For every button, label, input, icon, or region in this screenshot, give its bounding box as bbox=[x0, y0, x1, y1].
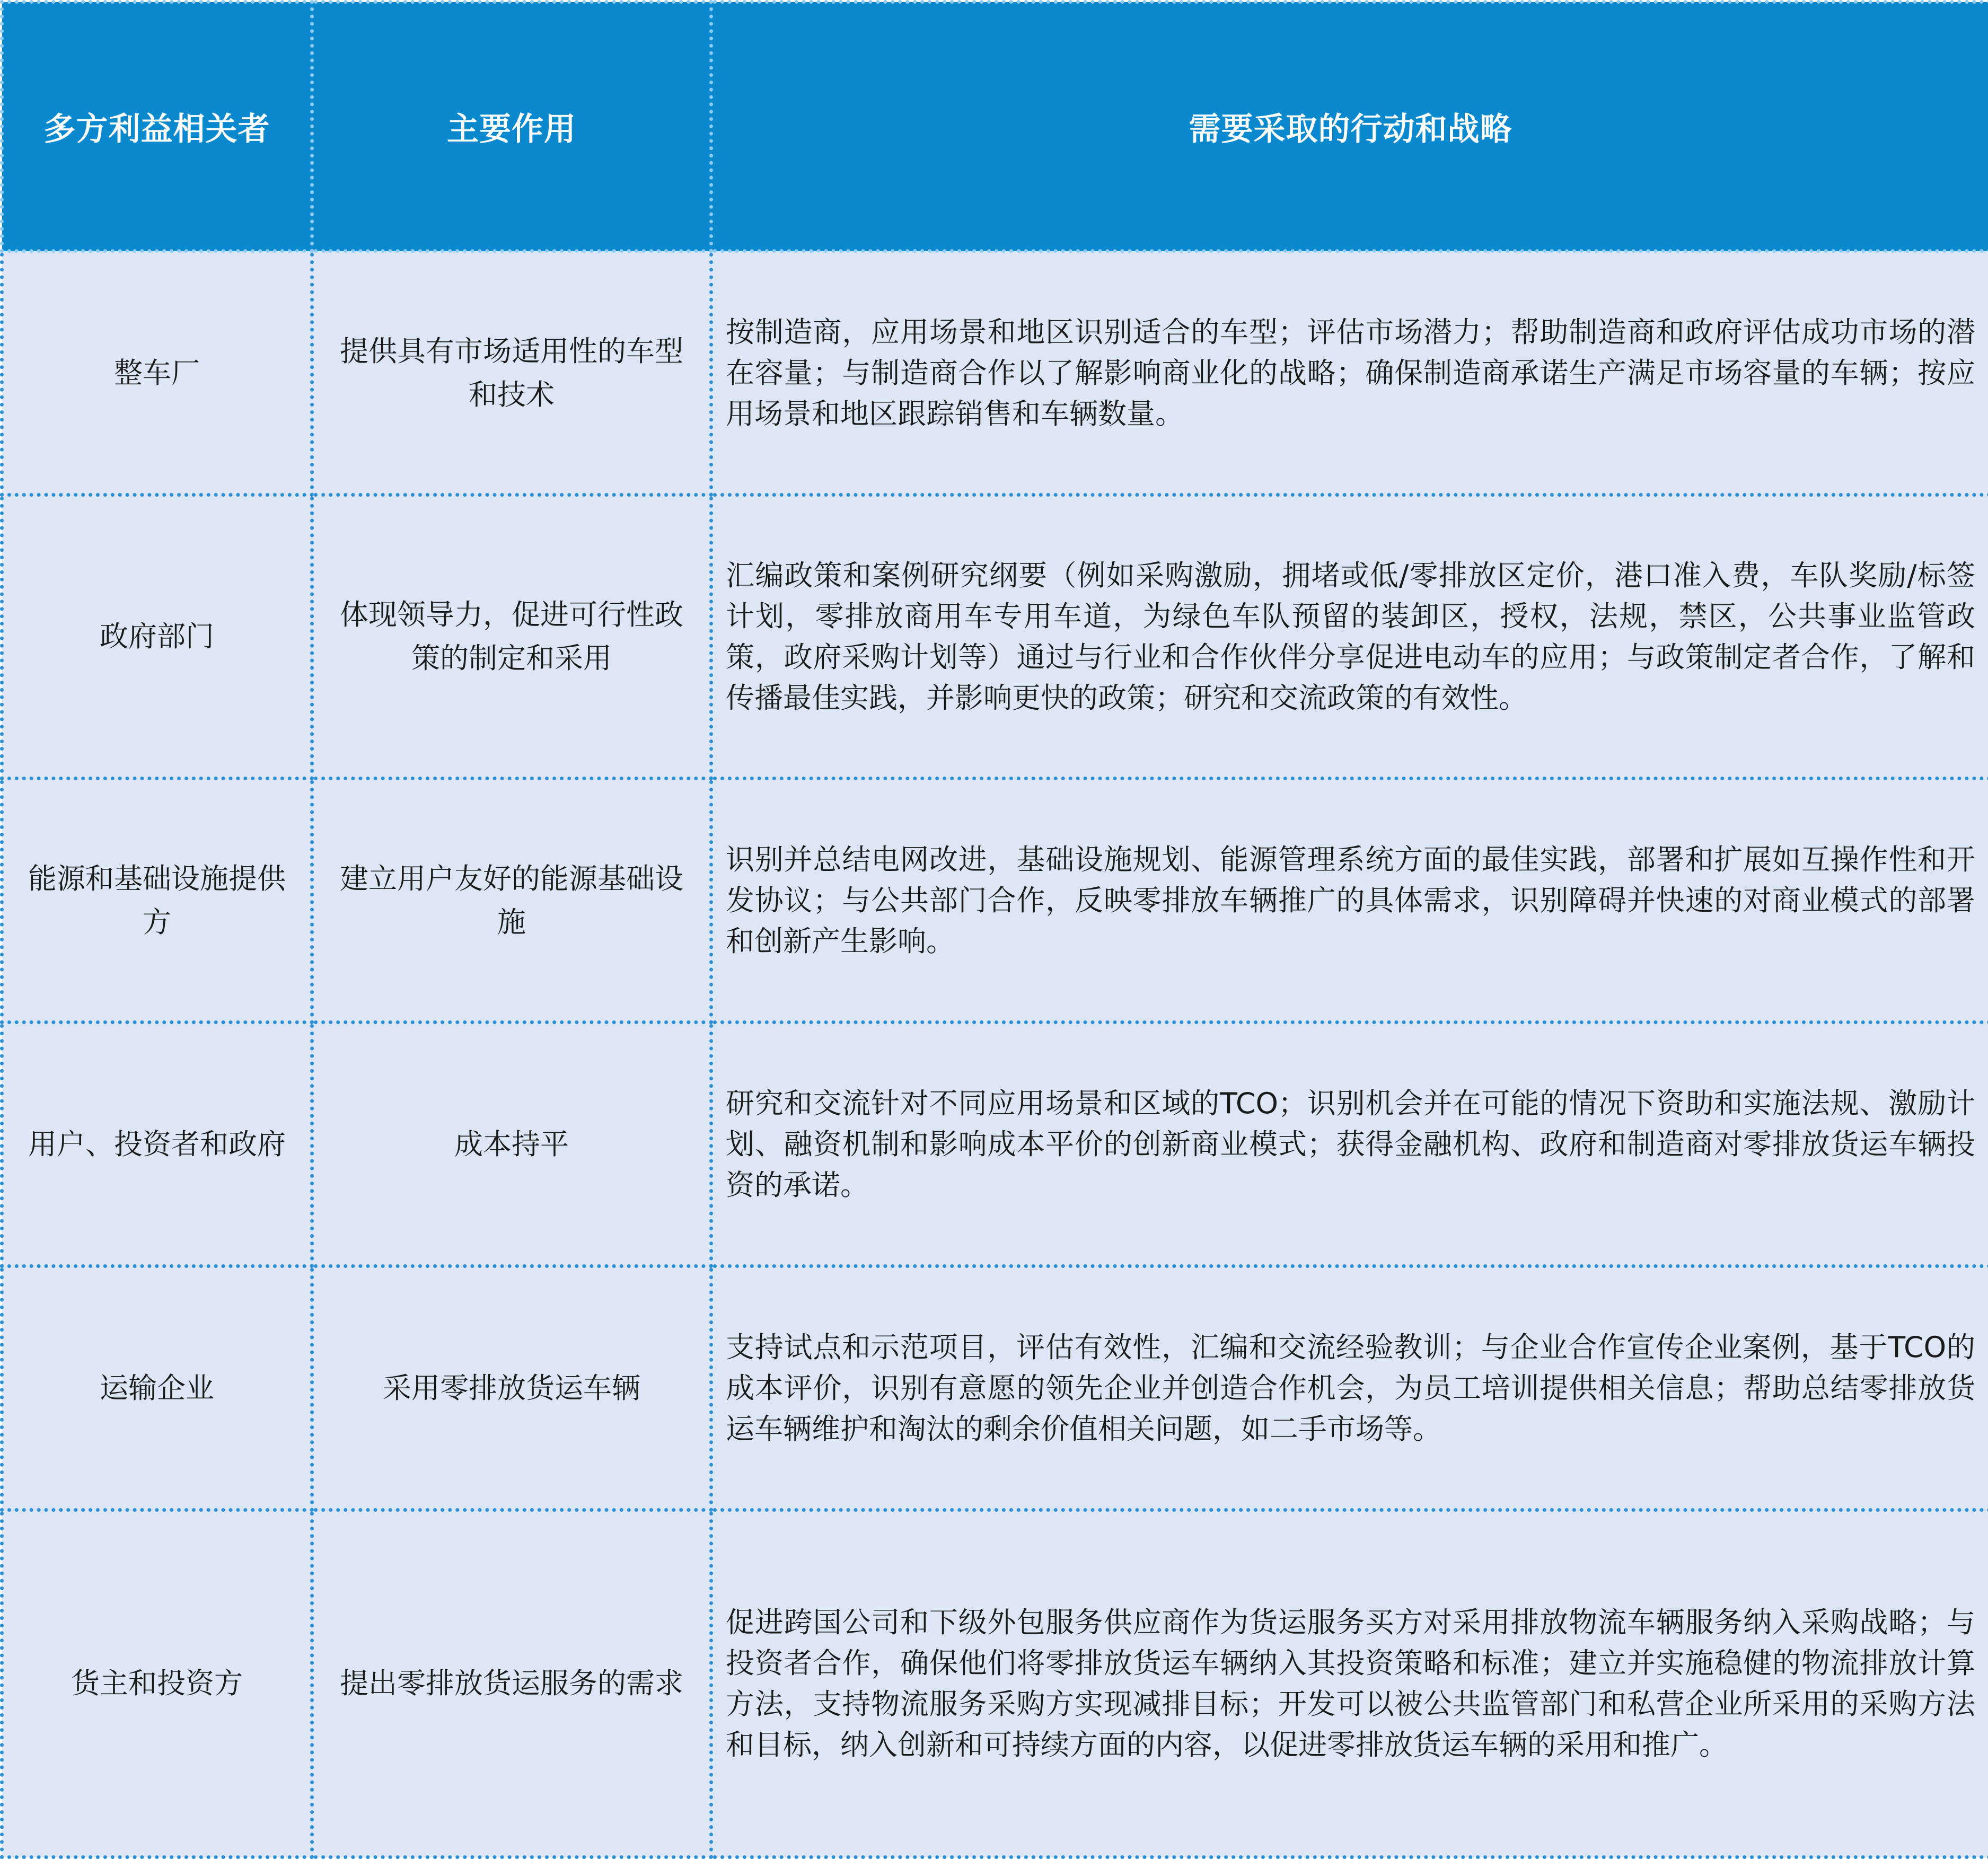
actions-cell: 促进跨国公司和下级外包服务供应商作为货运服务买方对采用排放物流车辆服务纳入采购战略；与投资者合作，确保他们将零排放货运车辆纳入其投资策略和标准；建立并实施稳健的物流排放计算方法，支持物流服务采购方实现减排目标；开发可以被公共监管部门和私营企业所采用的采购方法和目标，纳入创新和可持续方面的内容，以促进零排放货运车辆的采用和推广。 bbox=[711, 1510, 1988, 1857]
actions-cell: 按制造商，应用场景和地区识别适合的车型；评估市场潜力；帮助制造商和政府评估成功市场的潜在容量；与制造商合作以了解影响商业化的战略；确保制造商承诺生产满足市场容量的车辆；按应用场景和地区跟踪销售和车辆数量。 bbox=[711, 251, 1988, 495]
table-header bbox=[2, 2, 1988, 251]
table-row bbox=[2, 251, 1988, 495]
stakeholder-cell: 整车厂 bbox=[2, 251, 312, 495]
table-row bbox=[2, 1023, 1988, 1266]
actions-cell: 支持试点和示范项目，评估有效性，汇编和交流经验教训；与企业合作宣传企业案例，基于TCO的成本评价，识别有意愿的领先企业并创造合作机会，为员工培训提供相关信息；帮助总结零排放货运车辆维护和淘汰的剩余价值相关问题，如二手市场等。 bbox=[711, 1266, 1988, 1510]
table-body bbox=[2, 251, 1988, 1857]
stakeholder-cell: 用户、投资者和政府 bbox=[2, 1023, 312, 1266]
table-row bbox=[2, 779, 1988, 1023]
header-row bbox=[2, 2, 1988, 251]
header-role: 主要作用 bbox=[312, 2, 711, 251]
stakeholder-cell: 能源和基础设施提供方 bbox=[2, 779, 312, 1023]
actions-cell: 识别并总结电网改进，基础设施规划、能源管理系统方面的最佳实践，部署和扩展如互操作性和开发协议；与公共部门合作，反映零排放车辆推广的具体需求，识别障碍并快速的对商业模式的部署和创新产生影响。 bbox=[711, 779, 1988, 1023]
role-cell: 采用零排放货运车辆 bbox=[312, 1266, 711, 1510]
table-row bbox=[2, 1510, 1988, 1857]
table-row bbox=[2, 1266, 1988, 1510]
stakeholder-cell: 运输企业 bbox=[2, 1266, 312, 1510]
role-cell: 体现领导力，促进可行性政策的制定和采用 bbox=[312, 495, 711, 779]
actions-cell: 研究和交流针对不同应用场景和区域的TCO；识别机会并在可能的情况下资助和实施法规、激励计划、融资机制和影响成本平价的创新商业模式；获得金融机构、政府和制造商对零排放货运车辆投资的承诺。 bbox=[711, 1023, 1988, 1266]
header-stakeholder: 多方利益相关者 bbox=[2, 2, 312, 251]
stakeholder-cell: 货主和投资方 bbox=[2, 1510, 312, 1857]
stakeholder-cell: 政府部门 bbox=[2, 495, 312, 779]
role-cell: 提供具有市场适用性的车型和技术 bbox=[312, 251, 711, 495]
role-cell: 提出零排放货运服务的需求 bbox=[312, 1510, 711, 1857]
actions-cell: 汇编政策和案例研究纲要（例如采购激励，拥堵或低/零排放区定价，港口准入费，车队奖励/标签计划，零排放商用车专用车道，为绿色车队预留的装卸区，授权，法规，禁区，公共事业监管政策，政府采购计划等）通过与行业和合作伙伴分享促进电动车的应用；与政策制定者合作，了解和传播最佳实践，并影响更快的政策；研究和交流政策的有效性。 bbox=[711, 495, 1988, 779]
role-cell: 建立用户友好的能源基础设施 bbox=[312, 779, 711, 1023]
table-row bbox=[2, 495, 1988, 779]
header-actions: 需要采取的行动和战略 bbox=[711, 2, 1988, 251]
role-cell: 成本持平 bbox=[312, 1023, 711, 1266]
